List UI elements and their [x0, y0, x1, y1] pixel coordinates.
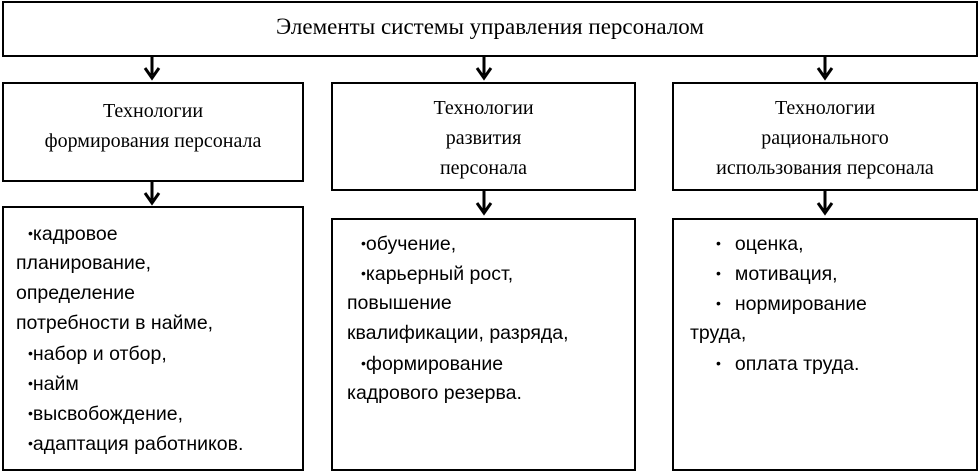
title-box: [2, 1, 978, 57]
list-item: •формирование: [361, 353, 504, 375]
bullet-icon: •: [28, 225, 33, 241]
bullet-icon: •: [28, 435, 33, 451]
list-item: •набор и отбор,: [28, 343, 167, 365]
list-item-continuation: кадрового резерва.: [347, 382, 522, 404]
col2-heading-line: Технологии: [433, 97, 534, 119]
list-item: • оплата труда.: [716, 353, 860, 375]
list-item: •обучение,: [361, 233, 457, 255]
col2-heading-line: персонала: [439, 157, 528, 179]
col3-list: [690, 228, 867, 378]
col1-list: [16, 218, 243, 458]
list-item-continuation: определение: [16, 282, 135, 304]
col3-heading-line: Технологии: [774, 97, 876, 119]
col3-heading-line: использования персонала: [716, 157, 934, 179]
col3-heading-box: [672, 82, 978, 191]
col2-heading-box: [331, 82, 636, 191]
bullet-icon: •: [28, 405, 33, 421]
list-item: •адаптация работников.: [28, 433, 244, 455]
col2-heading-line: развития: [445, 127, 522, 149]
bullet-icon: •: [361, 235, 366, 251]
bullet-icon: •: [716, 295, 721, 311]
list-item-continuation: квалификации, разряда,: [347, 322, 569, 344]
list-item: •высвобождение,: [28, 403, 184, 425]
list-item: • мотивация,: [716, 263, 838, 285]
col1-heading-box: [2, 82, 304, 182]
bullet-icon: •: [28, 345, 33, 361]
col2-list: [347, 228, 569, 408]
list-item: • нормирование: [716, 293, 867, 315]
col3-heading-line: рационального: [761, 127, 889, 149]
bullet-icon: •: [716, 235, 721, 251]
list-item: • оценка,: [716, 233, 804, 255]
list-item: •кадровое: [28, 223, 118, 245]
bullet-icon: •: [28, 375, 33, 391]
bullet-icon: •: [361, 265, 366, 281]
col1-heading-line: формирования персонала: [44, 130, 262, 152]
diagram-title: Элементы системы управления персоналом: [276, 14, 704, 39]
list-item: •карьерный рост,: [361, 263, 514, 285]
bullet-icon: •: [716, 355, 721, 371]
bullet-icon: •: [361, 355, 366, 371]
list-item: •найм: [28, 373, 79, 395]
list-item-continuation: труда,: [690, 322, 747, 344]
list-item-continuation: потребности в найме,: [16, 312, 214, 334]
list-item-continuation: планирование,: [16, 252, 152, 274]
list-item-continuation: повышение: [347, 292, 452, 314]
bullet-icon: •: [716, 265, 721, 281]
col1-heading-line: Технологии: [102, 100, 204, 122]
